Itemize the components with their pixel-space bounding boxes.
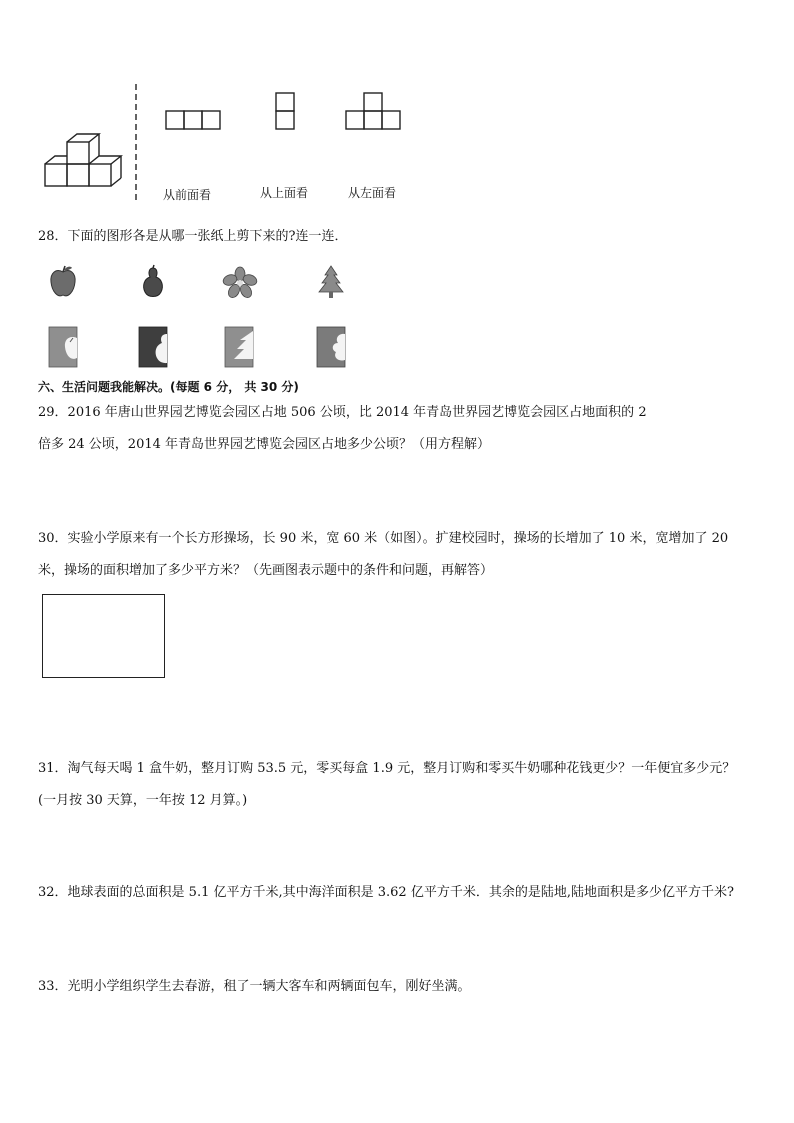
section-6-title: 六、生活问题我能解决。(每题 6 分， 共 30 分)	[38, 380, 299, 394]
question-28-text: 28．下面的图形各是从哪一张纸上剪下来的?连一连．	[38, 229, 348, 244]
cube-stack-figure	[40, 128, 130, 190]
front-view-figure	[165, 110, 221, 130]
top-view-figure	[275, 92, 295, 130]
question-30-line2: 米，操场的面积增加了多少平方米？（先画图表示题中的条件和问题，再解答）	[38, 563, 494, 578]
apple-icon	[48, 264, 78, 300]
left-view-label: 从左面看	[348, 186, 397, 200]
question-30-line1: 30．实验小学原来有一个长方形操场，长 90 米，宽 60 米（如图）。扩建校园时，操场的长增加了 10 米，宽增加了 20	[38, 531, 729, 546]
gourd-cut-paper	[138, 326, 168, 368]
left-view-figure	[345, 92, 403, 130]
flower-cut-paper	[316, 326, 346, 368]
playground-rectangle	[42, 594, 165, 678]
gourd-icon	[138, 264, 168, 300]
question-29-line2: 倍多 24 公顷，2014 年青岛世界园艺博览会园区占地多少公顷？（用方程解）	[38, 437, 491, 452]
question-31-line2: (一月按 30 天算，一年按 12 月算。)	[38, 793, 248, 808]
dashed-divider	[134, 84, 138, 204]
question-32-text: 32．地球表面的总面积是 5.1 亿平方千米,其中海洋面积是 3.62 亿平方千米．其余的是陆地,陆地面积是多少亿平方千米?	[38, 885, 734, 900]
tree-cut-paper	[224, 326, 254, 368]
front-view-label: 从前面看	[163, 188, 212, 202]
flower-icon	[222, 266, 258, 298]
question-31-line1: 31．淘气每天喝 1 盒牛奶，整月订购 53.5 元，零买每盒 1.9 元，整月订购和零买牛奶哪种花钱更少？一年便宜多少元？	[38, 761, 736, 776]
tree-icon	[316, 264, 346, 300]
top-view-label: 从上面看	[260, 186, 309, 200]
question-29-line1: 29．2016 年唐山世界园艺博览会园区占地 506 公顷，比 2014 年青岛世界园艺博览会园区占地面积的 2	[38, 405, 647, 420]
question-33-text: 33．光明小学组织学生去春游，租了一辆大客车和两辆面包车，刚好坐满。	[38, 979, 471, 994]
apple-cut-paper	[48, 326, 78, 368]
